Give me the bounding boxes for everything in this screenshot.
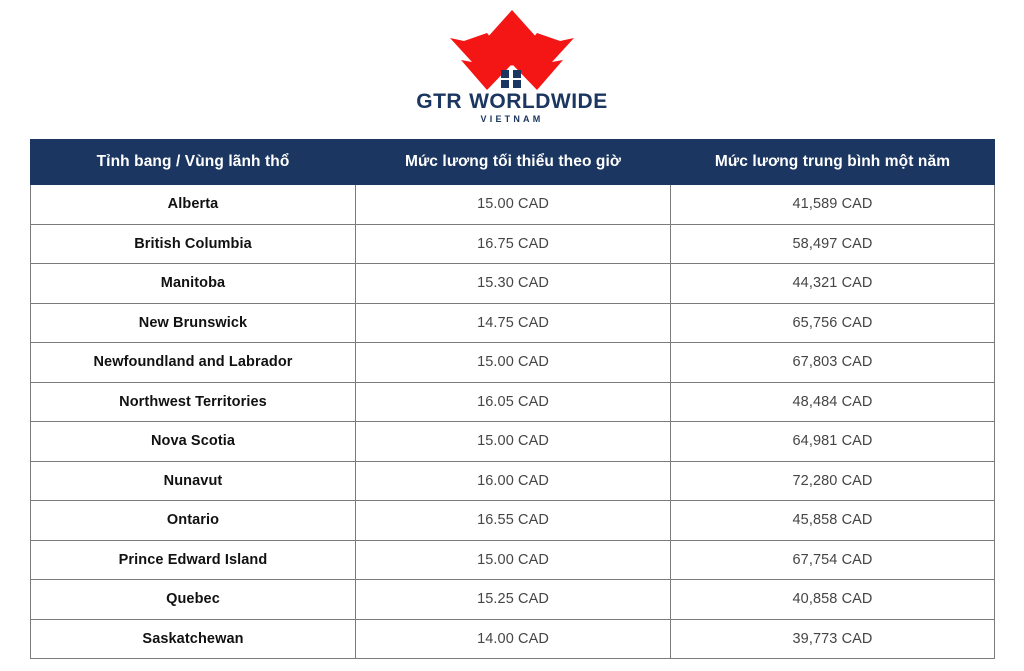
table-row: [31, 264, 995, 304]
wage-table: [30, 139, 995, 659]
table-row: [31, 343, 995, 383]
table-body: [31, 185, 995, 659]
column-header-avg-salary: Mức lương trung bình một năm: [671, 140, 995, 185]
cell-min-wage: 14.75 CAD: [356, 303, 671, 343]
cell-province: Nunavut: [31, 461, 356, 501]
cell-province: Newfoundland and Labrador: [31, 343, 356, 383]
cell-min-wage: 14.00 CAD: [356, 619, 671, 659]
cell-province: Alberta: [31, 185, 356, 225]
table-row: [31, 580, 995, 620]
cell-avg-salary: 48,484 CAD: [671, 382, 995, 422]
table-row: [31, 619, 995, 659]
cell-min-wage: 15.25 CAD: [356, 580, 671, 620]
table-row: [31, 303, 995, 343]
logo-wordmark: [416, 91, 607, 112]
cell-avg-salary: 58,497 CAD: [671, 224, 995, 264]
brand-logo: [0, 8, 1024, 132]
cell-avg-salary: 44,321 CAD: [671, 264, 995, 304]
cell-min-wage: 15.00 CAD: [356, 540, 671, 580]
cell-province: British Columbia: [31, 224, 356, 264]
logo-wordmark-primary: GTR: [416, 90, 463, 113]
cell-avg-salary: 39,773 CAD: [671, 619, 995, 659]
table-row: [31, 382, 995, 422]
cell-min-wage: 16.00 CAD: [356, 461, 671, 501]
cell-min-wage: 16.75 CAD: [356, 224, 671, 264]
cell-min-wage: 15.00 CAD: [356, 185, 671, 225]
cell-min-wage: 15.00 CAD: [356, 422, 671, 462]
cell-min-wage: 15.00 CAD: [356, 343, 671, 383]
cell-min-wage: 16.05 CAD: [356, 382, 671, 422]
table-row: [31, 540, 995, 580]
table-header-row: [31, 140, 995, 185]
cell-province: New Brunswick: [31, 303, 356, 343]
table-row: [31, 422, 995, 462]
table-row: [31, 461, 995, 501]
cell-avg-salary: 67,754 CAD: [671, 540, 995, 580]
cell-province: Northwest Territories: [31, 382, 356, 422]
cell-avg-salary: 40,858 CAD: [671, 580, 995, 620]
cell-avg-salary: 45,858 CAD: [671, 501, 995, 541]
wage-table-container: [30, 139, 994, 659]
cell-province: Prince Edward Island: [31, 540, 356, 580]
cell-avg-salary: 67,803 CAD: [671, 343, 995, 383]
table-header: [31, 140, 995, 185]
logo-wordmark-secondary: WORLDWIDE: [469, 90, 608, 113]
cell-min-wage: 16.55 CAD: [356, 501, 671, 541]
table-row: [31, 224, 995, 264]
cell-min-wage: 15.30 CAD: [356, 264, 671, 304]
column-header-min-wage: Mức lương tối thiểu theo giờ: [356, 140, 671, 185]
logo-subtitle: VIETNAM: [480, 114, 544, 124]
cell-avg-salary: 72,280 CAD: [671, 461, 995, 501]
cell-province: Manitoba: [31, 264, 356, 304]
cell-avg-salary: 64,981 CAD: [671, 422, 995, 462]
table-row: [31, 501, 995, 541]
maple-leaf-house-icon: [446, 8, 578, 90]
cell-province: Saskatchewan: [31, 619, 356, 659]
cell-province: Ontario: [31, 501, 356, 541]
cell-avg-salary: 41,589 CAD: [671, 185, 995, 225]
table-row: [31, 185, 995, 225]
cell-province: Quebec: [31, 580, 356, 620]
cell-province: Nova Scotia: [31, 422, 356, 462]
cell-avg-salary: 65,756 CAD: [671, 303, 995, 343]
column-header-province: Tỉnh bang / Vùng lãnh thổ: [31, 140, 356, 185]
